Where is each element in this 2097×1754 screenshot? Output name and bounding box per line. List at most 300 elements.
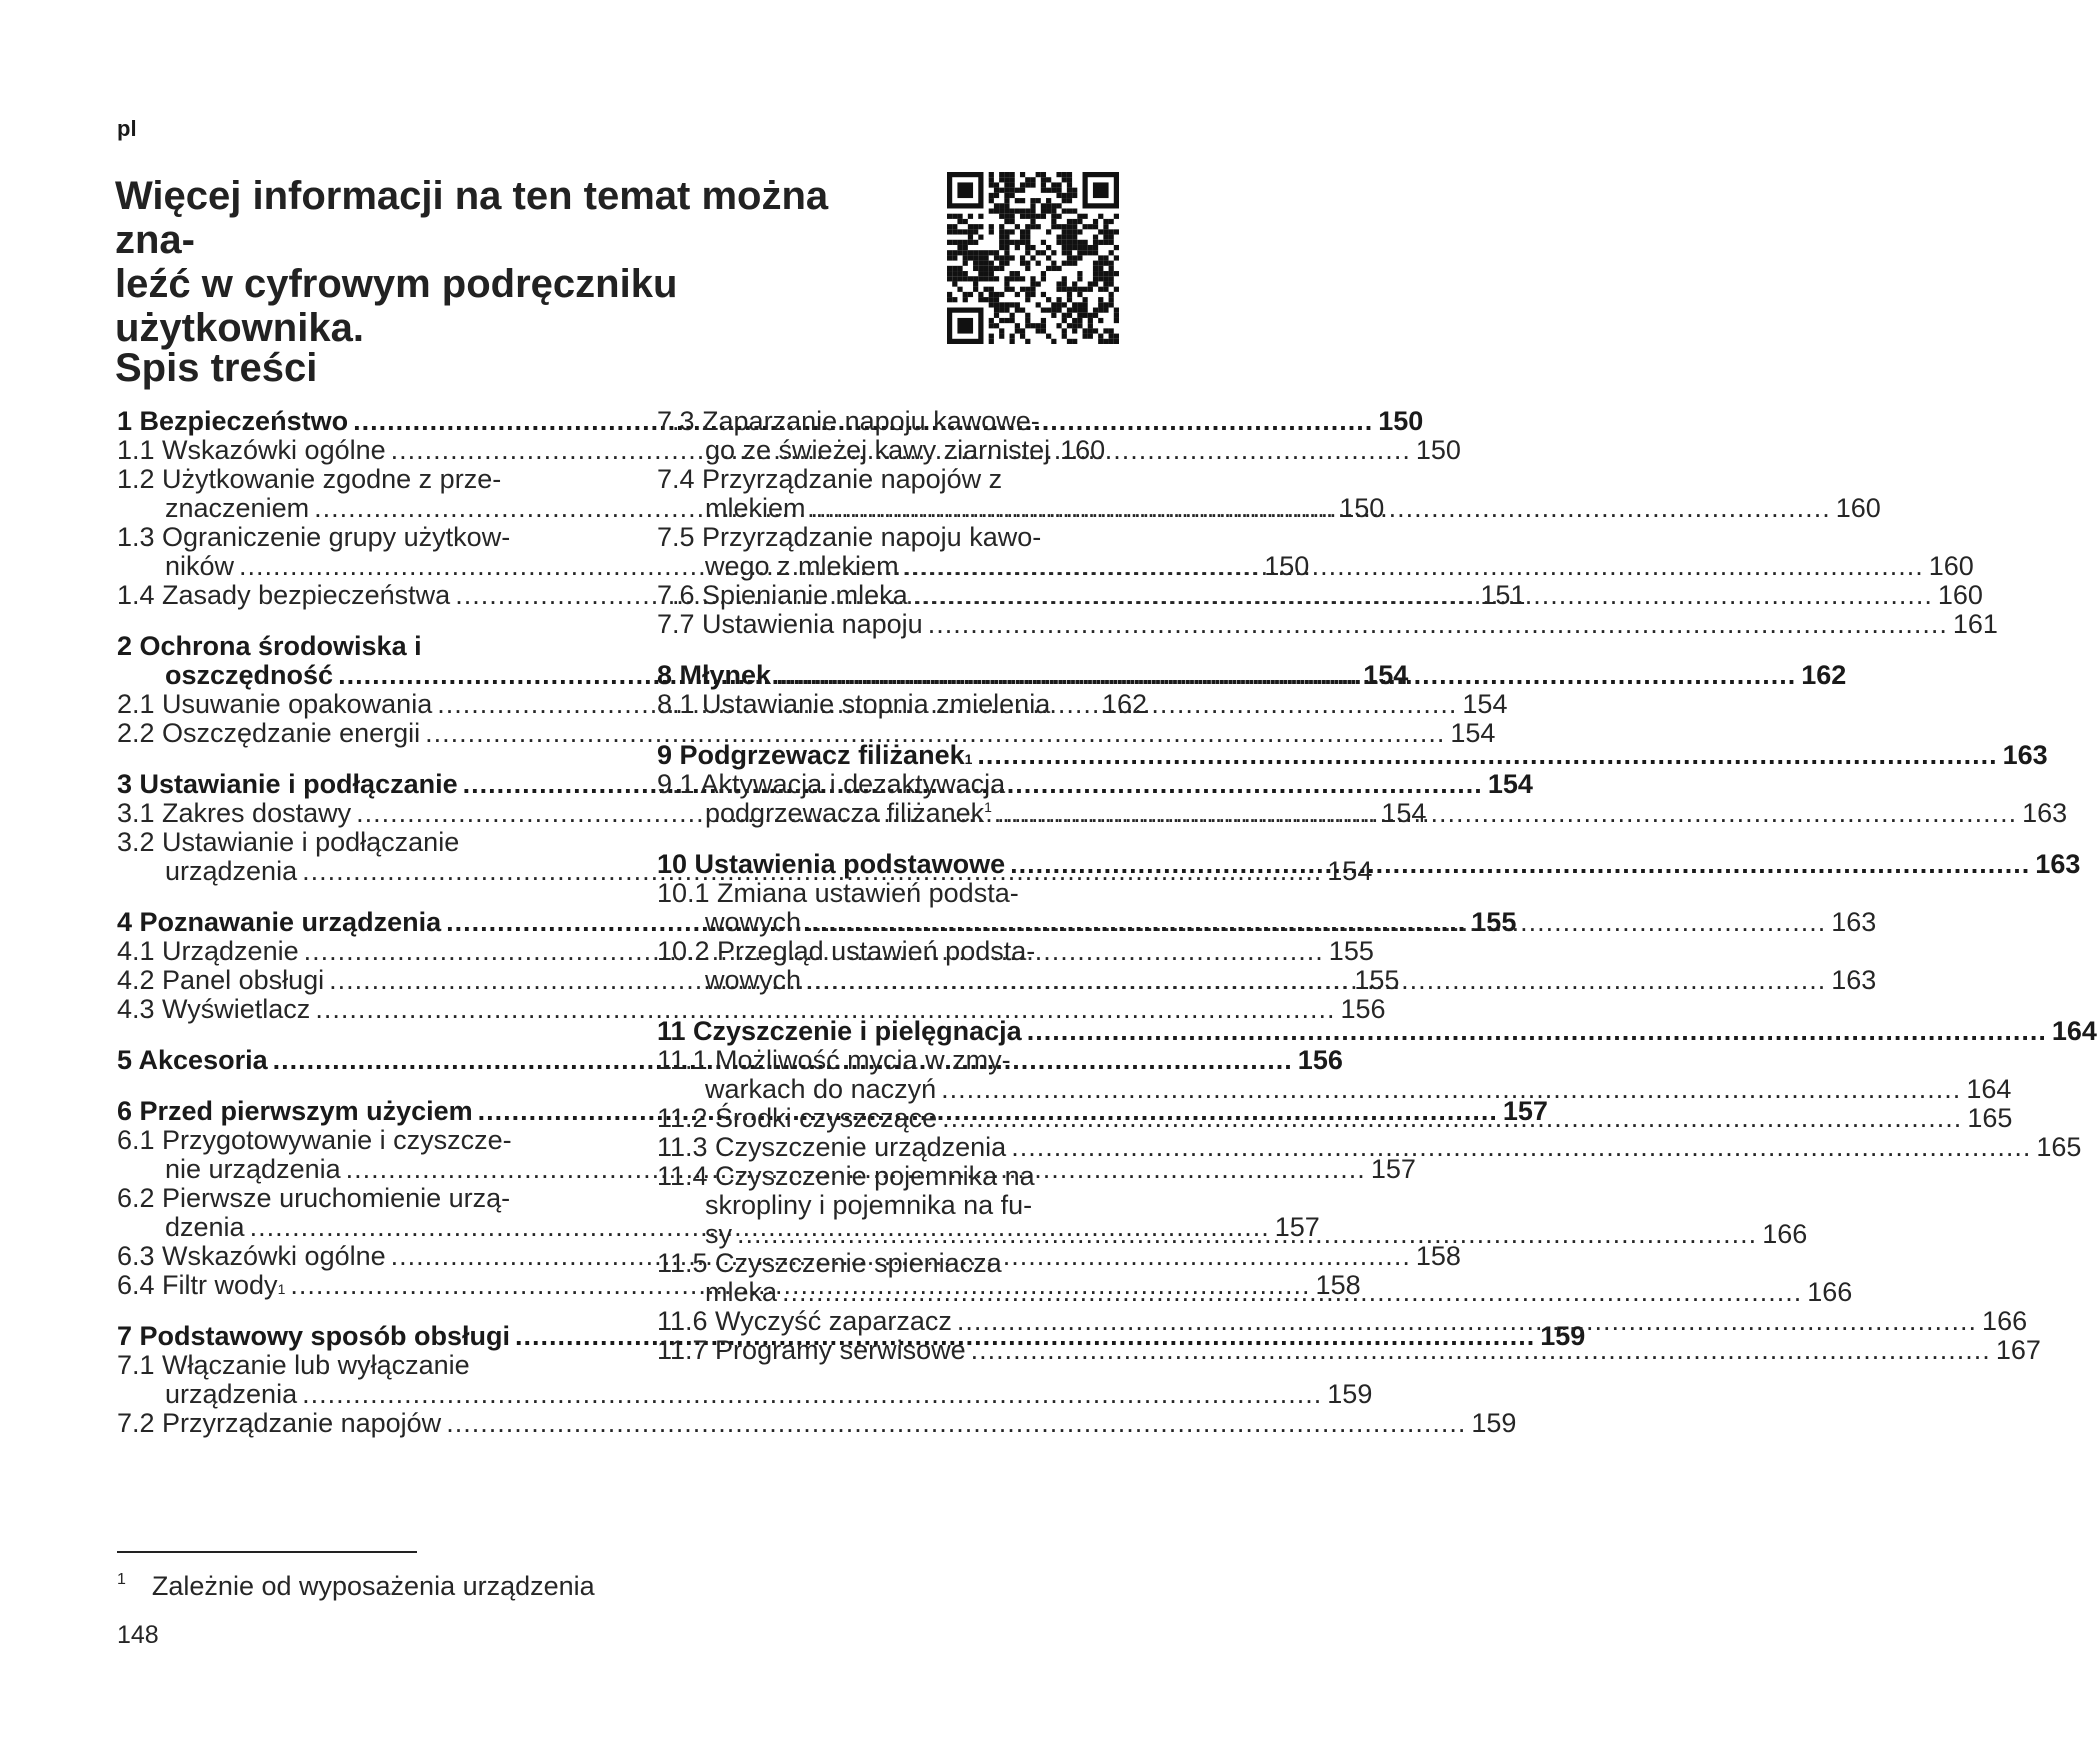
qr-module (1015, 302, 1020, 307)
qr-module (1093, 235, 1098, 240)
toc-entry-line (117, 1351, 605, 1380)
toc-page-number: 154 (1487, 769, 1533, 799)
qr-module (952, 214, 957, 219)
heading-line-2: leźć w cyfrowym podręczniku użytkownika. (115, 262, 678, 350)
toc-entry-text: 2.2 Oszczędzanie energii (117, 718, 421, 748)
qr-module (1030, 214, 1035, 219)
qr-module (1030, 224, 1035, 229)
toc-subsection-entry[interactable] (117, 994, 1386, 1024)
toc-page-number: 156 (1297, 1045, 1343, 1075)
qr-module (989, 224, 994, 229)
qr-module (947, 276, 952, 281)
qr-module (1067, 240, 1072, 245)
qr-module (1093, 271, 1098, 276)
qr-module (968, 235, 973, 240)
qr-module (1067, 172, 1072, 177)
qr-module (1056, 193, 1061, 198)
qr-module (1030, 245, 1035, 250)
qr-module (1041, 250, 1046, 255)
toc-subsection-entry[interactable] (657, 1132, 2082, 1162)
qr-module (947, 292, 952, 297)
toc-entry-line (657, 609, 1998, 639)
qr-module (1072, 328, 1077, 333)
qr-module (1030, 323, 1035, 328)
qr-module (952, 271, 957, 276)
toc-entry-text: 11.3 Czyszczenie urządzenia (657, 1132, 1007, 1162)
qr-module (1067, 323, 1072, 328)
qr-module (1093, 224, 1098, 229)
toc-entry-text: warkach do naczyń (705, 1074, 937, 1104)
qr-module (1077, 308, 1082, 313)
qr-module (963, 276, 968, 281)
qr-module (973, 276, 978, 281)
qr-module (989, 297, 994, 302)
toc-page-number: 160 (1928, 551, 1974, 581)
qr-module (999, 188, 1004, 193)
qr-module (1051, 302, 1056, 307)
qr-module (1051, 208, 1056, 213)
toc-entry-line (117, 1379, 1373, 1409)
qr-module (1083, 214, 1088, 219)
qr-module (1004, 302, 1009, 307)
toc-page-number: 150 (1339, 493, 1385, 523)
qr-module (1062, 318, 1067, 323)
toc-page-number: 166 (1982, 1306, 2028, 1336)
qr-module (1103, 308, 1108, 313)
qr-module (1010, 276, 1015, 281)
toc-page-number: 150 (1378, 406, 1424, 436)
dot-leader (776, 661, 1796, 690)
qr-module (1025, 208, 1030, 213)
qr-module (1020, 334, 1025, 339)
qr-module (1109, 219, 1114, 224)
qr-module (947, 240, 952, 245)
qr-module (963, 240, 968, 245)
qr-module (1109, 235, 1114, 240)
qr-module (968, 276, 973, 281)
toc-entry-text: 10.2 Przegląd ustawień podsta- (657, 936, 1036, 966)
qr-code-icon[interactable] (945, 172, 1121, 344)
qr-module (989, 266, 994, 271)
qr-module (1010, 188, 1015, 193)
qr-module (1109, 281, 1114, 286)
qr-module (1015, 271, 1020, 276)
toc-page-number: 160 (1937, 580, 1983, 610)
qr-module (1062, 302, 1067, 307)
qr-module (1010, 255, 1015, 260)
qr-module (1010, 240, 1015, 245)
qr-module (989, 292, 994, 297)
qr-module (1103, 328, 1108, 333)
qr-module (1083, 328, 1088, 333)
qr-module (952, 276, 957, 281)
qr-module (1083, 250, 1088, 255)
qr-module (1036, 302, 1041, 307)
qr-module (1046, 229, 1051, 234)
toc-subsection-entry[interactable] (657, 609, 1998, 639)
qr-module (1067, 261, 1072, 266)
qr-module (973, 261, 978, 266)
dot-leader (737, 1219, 1757, 1249)
qr-module (989, 193, 994, 198)
qr-module (1114, 214, 1119, 219)
qr-finder-pattern (1093, 182, 1109, 198)
qr-module (1046, 255, 1051, 260)
qr-module (1025, 261, 1030, 266)
toc-entry-line (117, 1126, 605, 1155)
toc-entry-text: wego z mlekiem (705, 551, 899, 581)
qr-module (1004, 229, 1009, 234)
qr-module (994, 182, 999, 187)
qr-module (1030, 276, 1035, 281)
qr-module (1062, 193, 1067, 198)
toc-entry-text: 6.4 Filtr wody (117, 1270, 278, 1300)
qr-module (1030, 292, 1035, 297)
qr-module (1056, 266, 1061, 271)
qr-module (978, 276, 983, 281)
qr-module (1051, 188, 1056, 193)
dot-leader (971, 1336, 1991, 1365)
toc-entry-line (657, 1016, 2097, 1046)
qr-module (1015, 208, 1020, 213)
toc-entry-text: 11.1 Możliwość mycia w zmy- (657, 1045, 1011, 1075)
toc-entry-line (657, 1074, 2012, 1104)
qr-module (1004, 193, 1009, 198)
qr-module (999, 328, 1004, 333)
qr-module (1004, 261, 1009, 266)
qr-module (1036, 281, 1041, 286)
qr-module (1025, 214, 1030, 219)
qr-module (963, 292, 968, 297)
toc-page-number: 165 (2036, 1132, 2082, 1162)
qr-module (1041, 308, 1046, 313)
qr-module (978, 292, 983, 297)
qr-module (989, 318, 994, 323)
qr-module (999, 229, 1004, 234)
toc-page-number: 164 (2051, 1016, 2097, 1046)
toc-entry-text: 11.4 Czyszczenie pojemnika na (657, 1161, 1035, 1191)
toc-page-number: 157 (1274, 1212, 1320, 1242)
qr-module (1109, 328, 1114, 333)
qr-module (1067, 255, 1072, 260)
toc-section-entry[interactable] (657, 1016, 2097, 1046)
toc-entry-line (657, 1046, 1147, 1075)
qr-module (1083, 302, 1088, 307)
qr-module (1072, 308, 1077, 313)
qr-module (1041, 276, 1046, 281)
dot-leader (977, 741, 1997, 770)
toc-entry-line (657, 465, 1147, 494)
qr-module (1015, 308, 1020, 313)
toc-entry-text: 1.4 Zasady bezpieczeństwa (117, 580, 451, 610)
qr-module (1067, 292, 1072, 297)
toc-entry-line (657, 523, 1147, 552)
qr-finder-pattern (957, 182, 973, 198)
qr-module (1093, 240, 1098, 245)
toc-entry-line (657, 770, 1147, 799)
qr-module (1025, 235, 1030, 240)
qr-module (989, 208, 994, 213)
toc-entry-text: 4.1 Urządzenie (117, 936, 299, 966)
qr-module (1030, 203, 1035, 208)
toc-entry-text: 3.2 Ustawianie i podłączanie (117, 827, 460, 857)
qr-module (1036, 198, 1041, 203)
qr-module (973, 281, 978, 286)
qr-module (968, 224, 973, 229)
qr-module (1025, 224, 1030, 229)
qr-module (1041, 203, 1046, 208)
qr-module (1109, 271, 1114, 276)
qr-module (1098, 308, 1103, 313)
qr-module (1020, 188, 1025, 193)
qr-module (1103, 276, 1108, 281)
qr-module (963, 250, 968, 255)
toc-entry-text: 1.3 Ograniczenie grupy użytkow- (117, 522, 511, 552)
qr-module (1072, 224, 1077, 229)
qr-module (1041, 214, 1046, 219)
qr-module (1077, 323, 1082, 328)
toc-page-number: 151 (1480, 580, 1526, 610)
qr-module (1077, 245, 1082, 250)
toc-page-number: 158 (1315, 1270, 1361, 1300)
qr-module (1114, 245, 1119, 250)
qr-module (1015, 198, 1020, 203)
qr-module (1004, 208, 1009, 213)
qr-module (1041, 292, 1046, 297)
qr-module (1083, 297, 1088, 302)
qr-module (1103, 224, 1108, 229)
dot-leader (1011, 1133, 2031, 1162)
qr-module (1004, 287, 1009, 292)
toc-entry-line (117, 465, 605, 494)
qr-module (1041, 323, 1046, 328)
qr-module (1025, 297, 1030, 302)
qr-module (1041, 240, 1046, 245)
dot-leader (941, 1074, 1961, 1104)
qr-module (1072, 255, 1077, 260)
qr-module (1077, 250, 1082, 255)
qr-module (1062, 224, 1067, 229)
qr-module (1067, 235, 1072, 240)
qr-module (1020, 172, 1025, 177)
qr-module (1041, 182, 1046, 187)
qr-module (1010, 229, 1015, 234)
qr-module (1114, 229, 1119, 234)
qr-module (1062, 172, 1067, 177)
qr-module (1103, 339, 1108, 344)
qr-module (994, 203, 999, 208)
qr-module (1088, 313, 1093, 318)
qr-module (989, 323, 994, 328)
qr-module (999, 255, 1004, 260)
qr-module (1067, 308, 1072, 313)
qr-module (1025, 323, 1030, 328)
qr-module (1114, 287, 1119, 292)
qr-module (947, 255, 952, 260)
qr-module (1051, 203, 1056, 208)
qr-module (1025, 240, 1030, 245)
qr-module (1030, 198, 1035, 203)
qr-module (957, 229, 962, 234)
toc-page-number: 150 (1415, 435, 1461, 465)
qr-module (1056, 224, 1061, 229)
qr-module (1077, 318, 1082, 323)
toc-entry-text: 3.1 Zakres dostawy (117, 798, 352, 828)
qr-module (1056, 172, 1061, 177)
qr-module (1072, 323, 1077, 328)
toc-entry-text: 2.1 Usuwanie opakowania (117, 689, 433, 719)
qr-module (1072, 219, 1077, 224)
toc-subsection-entry[interactable] (117, 1408, 1517, 1438)
toc-subsection-entry[interactable] (117, 718, 1496, 748)
qr-module (994, 302, 999, 307)
toc-page-number: 159 (1327, 1379, 1373, 1409)
qr-module (1072, 302, 1077, 307)
toc-page-number: 162 (1101, 689, 1147, 719)
qr-module (973, 266, 978, 271)
toc-page-number: 162 (1801, 660, 1847, 690)
qr-module (952, 224, 957, 229)
qr-module (1098, 266, 1103, 271)
qr-module (978, 266, 983, 271)
qr-module (1098, 302, 1103, 307)
qr-module (1025, 266, 1030, 271)
qr-module (1041, 172, 1046, 177)
qr-module (1067, 193, 1072, 198)
toc-entry-text: 7 Podstawowy sposób obsługi (117, 1321, 511, 1351)
toc-entry-line (117, 718, 1496, 748)
qr-module (1098, 271, 1103, 276)
qr-module (1025, 318, 1030, 323)
qr-module (1025, 245, 1030, 250)
qr-module (978, 271, 983, 276)
qr-module (1103, 271, 1108, 276)
qr-module (1025, 313, 1030, 318)
toc-section-entry[interactable] (657, 740, 2048, 770)
qr-module (1062, 240, 1067, 245)
qr-module (1088, 323, 1093, 328)
toc-entry-text: 6 Przed pierwszym użyciem (117, 1096, 473, 1126)
toc-entry-text: 9.1 Aktywacja i dezaktywacja (657, 769, 1006, 799)
toc-page-number: 154 (1381, 798, 1427, 828)
qr-module (1020, 229, 1025, 234)
toc-page-number: 155 (1354, 965, 1400, 995)
qr-module (1056, 297, 1061, 302)
qr-module (989, 302, 994, 307)
qr-module (1020, 235, 1025, 240)
toc-entry-line (657, 1162, 1147, 1191)
qr-module (1062, 313, 1067, 318)
qr-module (1015, 292, 1020, 297)
qr-module (1114, 271, 1119, 276)
qr-module (1062, 235, 1067, 240)
toc-entry-text: 1 Bezpieczeństwo (117, 406, 349, 436)
qr-module (1004, 255, 1009, 260)
qr-module (1046, 208, 1051, 213)
qr-module (999, 172, 1004, 177)
dot-leader (928, 610, 1948, 639)
qr-module (952, 250, 957, 255)
qr-module (1088, 334, 1093, 339)
qr-module (1062, 177, 1067, 182)
qr-module (1051, 266, 1056, 271)
toc-entry-text: 3 Ustawianie i podłączanie (117, 769, 458, 799)
qr-module (1004, 177, 1009, 182)
qr-module (1072, 339, 1077, 344)
dot-leader (806, 965, 1826, 995)
qr-module (994, 188, 999, 193)
qr-module (1056, 240, 1061, 245)
qr-module (1077, 255, 1082, 260)
qr-module (983, 276, 988, 281)
qr-module (1062, 229, 1067, 234)
qr-module (989, 182, 994, 187)
qr-module (1098, 261, 1103, 266)
qr-module (1077, 271, 1082, 276)
qr-module (978, 250, 983, 255)
qr-module (1098, 287, 1103, 292)
qr-module (999, 235, 1004, 240)
qr-module (1025, 229, 1030, 234)
qr-module (968, 255, 973, 260)
toc-entry-text: 6.1 Przygotowywanie i czyszcze- (117, 1125, 512, 1155)
toc-entry-text: urządzenia (165, 1379, 298, 1409)
qr-module (947, 297, 952, 302)
qr-module (1025, 177, 1030, 182)
qr-module (1062, 250, 1067, 255)
toc-entry-line (657, 937, 1147, 966)
qr-module (1020, 287, 1025, 292)
qr-module (1103, 235, 1108, 240)
qr-module (1036, 172, 1041, 177)
toc-entry-text: skropliny i pojemnika na fu- (705, 1190, 1033, 1220)
qr-module (1004, 172, 1009, 177)
toc-entry-text: 4 Poznawanie urządzenia (117, 907, 442, 937)
qr-module (963, 245, 968, 250)
dot-leader (913, 581, 1933, 610)
qr-module (1051, 250, 1056, 255)
toc-page-number: 160 (1060, 435, 1106, 465)
qr-module (999, 240, 1004, 245)
qr-module (999, 266, 1004, 271)
qr-module (1056, 287, 1061, 292)
qr-module (1036, 214, 1041, 219)
qr-module (994, 193, 999, 198)
qr-module (989, 334, 994, 339)
qr-module (1098, 229, 1103, 234)
qr-module (968, 292, 973, 297)
qr-module (983, 271, 988, 276)
qr-module (1056, 281, 1061, 286)
qr-module (994, 292, 999, 297)
toc-entry-line (117, 994, 1386, 1024)
toc-entry-text: 8 Młynek (657, 660, 772, 690)
qr-module (1093, 328, 1098, 333)
toc-entry-text: wowych (705, 965, 802, 995)
qr-module (989, 177, 994, 182)
qr-module (1056, 308, 1061, 313)
qr-module (1083, 308, 1088, 313)
toc-entry-text: urządzenia (165, 856, 298, 886)
toc-subsection-entry[interactable] (657, 690, 1147, 719)
toc-entry-text: 9 Podgrzewacz filiżanek (657, 740, 965, 770)
toc-entry-text: 8.1 Ustawianie stopnia zmielenia (657, 689, 1051, 719)
qr-module (968, 214, 973, 219)
qr-module (1103, 302, 1108, 307)
toc-subsection-entry[interactable] (657, 407, 1147, 465)
toc-page-number: 166 (1762, 1219, 1808, 1249)
qr-module (1109, 261, 1114, 266)
